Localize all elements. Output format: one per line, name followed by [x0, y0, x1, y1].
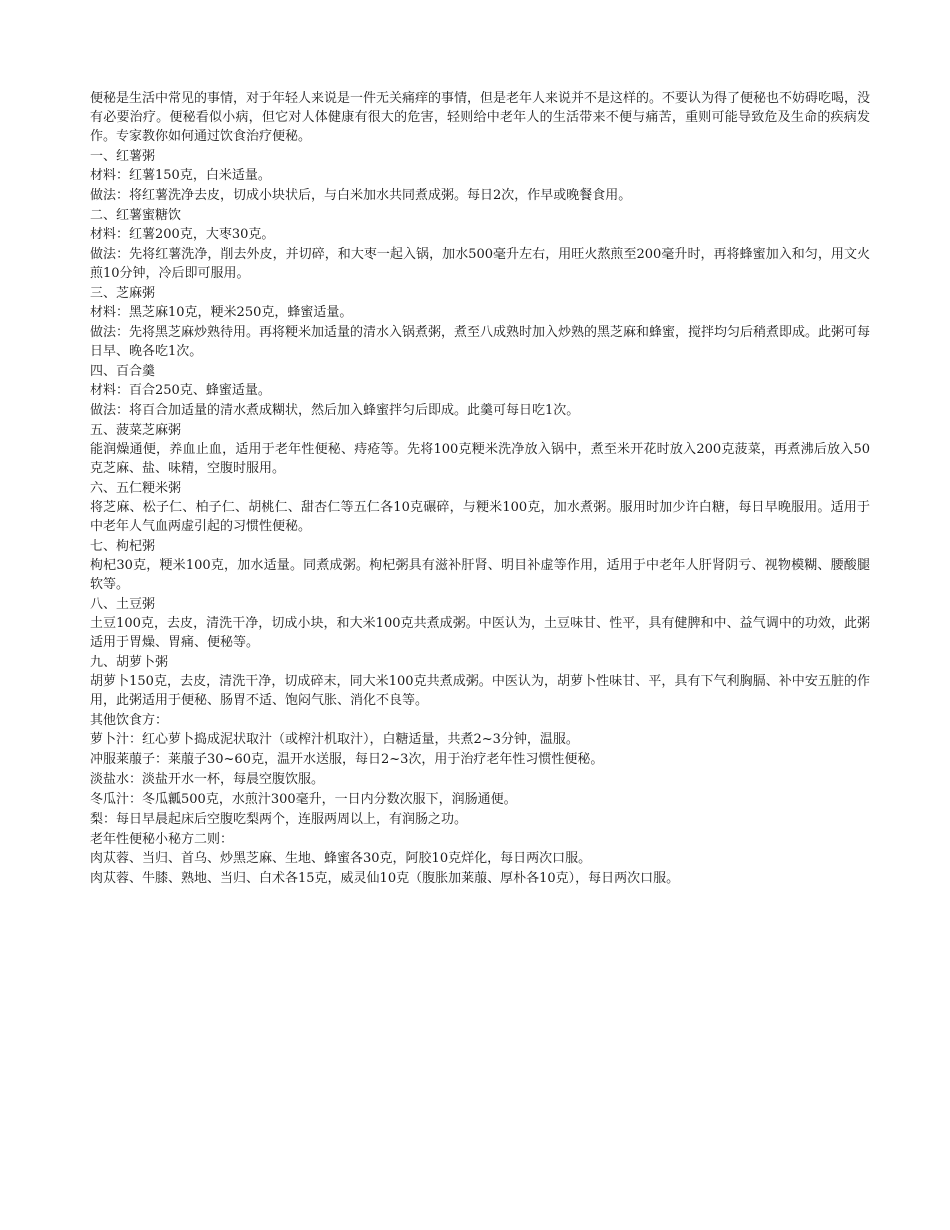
recipe-line: 材料：百合250克、蜂蜜适量。 — [90, 383, 271, 398]
recipe-title: 三、芝麻粥 — [90, 286, 156, 301]
recipe-line: 枸杞30克，粳米100克，加水适量。同煮成粥。枸杞粥具有滋补肝肾、明目补虚等作用，适用于中老年人肝肾阴亏、视物模糊、腰酸腿软等。 — [90, 558, 870, 592]
recipe-title: 七、枸杞粥 — [90, 539, 156, 554]
recipe-6 — [90, 479, 870, 536]
remedy-line: 淡盐水：淡盐开水一杯，每晨空腹饮服。 — [90, 772, 325, 787]
recipe-line: 胡萝卜150克，去皮，清洗干净，切成碎末，同大米100克共煮成粥。中医认为，胡萝卜性味甘、平，具有下气利胸膈、补中安五脏的作用，此粥适用于便秘、肠胃不适、饱闷气胀、消化不良等。 — [90, 674, 870, 708]
recipe-line: 材料：红薯200克，大枣30克。 — [90, 227, 275, 242]
recipe-title: 六、五仁粳米粥 — [90, 481, 182, 496]
recipe-title: 五、菠菜芝麻粥 — [90, 423, 182, 438]
recipe-title: 二、红薯蜜糖饮 — [90, 208, 182, 223]
recipe-line: 材料：红薯150克，白米适量。 — [90, 168, 271, 183]
recipe-line: 做法：先将红薯洗净，削去外皮，并切碎，和大枣一起入锅，加水500毫升左右，用旺火熬煎至200毫升时，再将蜂蜜加入和匀，用文火煎10分钟，冷后即可服用。 — [90, 247, 870, 281]
intro-paragraph: 便秘是生活中常见的事情，对于年轻人来说是一件无关痛痒的事情，但是老年人来说并不是这样的。不要认为得了便秘也不妨碍吃喝，没有必要治疗。便秘看似小病，但它对人体健康有很大的危害，轻则给中老年人的生活带来不便与痛苦，重则可能导致危及生命的疾病发作。专家教你如何通过饮食治疗便秘。 — [90, 91, 871, 144]
remedy-line: 冲服莱菔子：莱菔子30~60克，温开水送服，每日2~3次，用于治疗老年性习惯性便秘。 — [90, 752, 604, 767]
recipe-2 — [90, 206, 870, 283]
recipe-line: 做法：将红薯洗净去皮，切成小块状后，与白米加水共同煮成粥。每日2次，作早或晚餐食用。 — [90, 188, 632, 203]
recipe-3 — [90, 284, 870, 361]
recipe-9 — [90, 653, 870, 710]
recipe-5 — [90, 421, 870, 478]
recipe-title: 九、胡萝卜粥 — [90, 655, 169, 670]
prescription-line: 肉苁蓉、牛膝、熟地、当归、白术各15克，威灵仙10克（腹胀加莱菔、厚朴各10克），每日两次口服。 — [90, 871, 680, 886]
secret-prescriptions — [90, 830, 870, 888]
recipe-title: 一、红薯粥 — [90, 149, 156, 164]
remedy-line: 冬瓜汁：冬瓜瓤500克，水煎汁300毫升，一日内分数次服下，润肠通便。 — [90, 792, 517, 807]
other-remedies — [90, 711, 870, 829]
secret-prescriptions-title: 老年性便秘小秘方二则： — [90, 832, 234, 847]
recipe-8 — [90, 595, 870, 652]
recipe-line: 做法：将百合加适量的清水煮成糊状，然后加入蜂蜜拌匀后即成。此羹可每日吃1次。 — [90, 403, 580, 418]
recipe-1 — [90, 147, 870, 205]
recipe-line: 将芝麻、松子仁、柏子仁、胡桃仁、甜杏仁等五仁各10克碾碎，与粳米100克，加水煮粥。服用时加少许白糖，每日早晚服用。适用于中老年人气血两虚引起的习惯性便秘。 — [90, 500, 870, 534]
recipe-7 — [90, 537, 870, 594]
remedy-line: 梨：每日早晨起床后空腹吃梨两个，连服两周以上，有润肠之功。 — [90, 812, 468, 827]
remedy-line: 萝卜汁：红心萝卜捣成泥状取汁（或榨汁机取汁），白糖适量，共煮2~3分钟，温服。 — [90, 732, 579, 747]
recipe-line: 土豆100克，去皮，清洗干净，切成小块，和大米100克共煮成粥。中医认为，土豆味甘、性平，具有健脾和中、益气调中的功效，此粥适用于胃燥、胃痛、便秘等。 — [90, 616, 870, 650]
recipe-title: 八、土豆粥 — [90, 597, 156, 612]
recipe-line: 做法：先将黑芝麻炒熟待用。再将粳米加适量的清水入锅煮粥，煮至八成熟时加入炒熟的黑芝麻和蜂蜜，搅拌均匀后稍煮即成。此粥可每日早、晚各吃1次。 — [90, 325, 871, 359]
recipe-line: 能润燥通便，养血止血，适用于老年性便秘、痔疮等。先将100克粳米洗净放入锅中，煮至米开花时放入200克菠菜，再煮沸后放入50克芝麻、盐、味精，空腹时服用。 — [90, 442, 870, 476]
other-remedies-title: 其他饮食方： — [90, 713, 169, 728]
recipe-line: 材料：黑芝麻10克，粳米250克，蜂蜜适量。 — [90, 305, 353, 320]
prescription-line: 肉苁蓉、当归、首乌、炒黑芝麻、生地、蜂蜜各30克，阿胶10克烊化，每日两次口服。 — [90, 851, 592, 866]
recipe-4 — [90, 362, 870, 420]
document-body — [90, 89, 870, 889]
recipe-title: 四、百合羹 — [90, 364, 156, 379]
